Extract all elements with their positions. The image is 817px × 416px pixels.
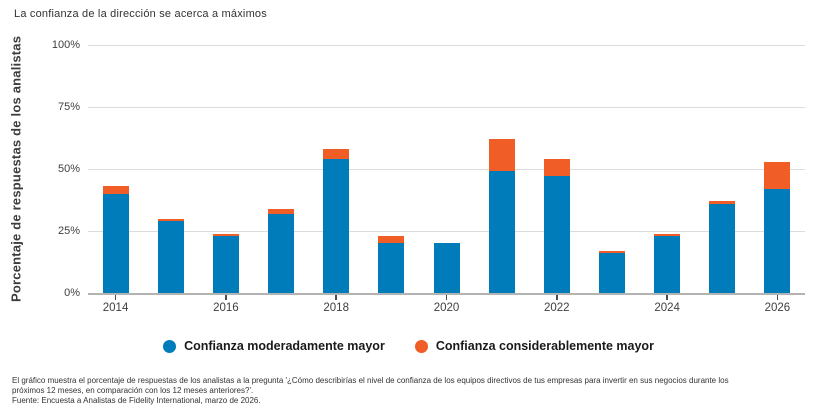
x-tick-label-2020: 2020 bbox=[433, 302, 460, 314]
x-tick-label-2016: 2016 bbox=[213, 302, 239, 314]
x-tick-2016 bbox=[225, 295, 227, 300]
x-tick-label-2022: 2022 bbox=[544, 302, 570, 314]
y-tick-label-100: 100% bbox=[51, 39, 80, 51]
x-tick-2014 bbox=[115, 295, 117, 300]
legend-dot-considerable-icon bbox=[415, 340, 428, 353]
y-tick-label-0: 0% bbox=[64, 287, 80, 299]
bar-moderate-2024 bbox=[654, 236, 680, 293]
footnote-line-1: El gráfico muestra el porcentaje de respuestas de los analistas a la pregunta '¿Cómo describirías el nivel de confianza de los equipos directivos de tus empresas para invertir en sus negocios durante los bbox=[12, 376, 729, 385]
bar-moderate-2018 bbox=[323, 159, 349, 293]
gridline-75 bbox=[88, 107, 805, 108]
chart-footnote bbox=[12, 376, 811, 405]
bar-moderate-2022 bbox=[544, 176, 570, 293]
bar-moderate-2026 bbox=[764, 189, 790, 293]
bar-moderate-2015 bbox=[158, 221, 184, 293]
bar-considerable-2026 bbox=[764, 162, 790, 189]
footnote-line-2: próximos 12 meses, en comparación con los 12 meses anteriores?'. bbox=[12, 385, 254, 395]
x-tick-2018 bbox=[335, 295, 337, 300]
chart-legend bbox=[0, 336, 817, 356]
bar-moderate-2017 bbox=[268, 214, 294, 293]
bar-moderate-2021 bbox=[489, 171, 515, 293]
gridline-25 bbox=[88, 231, 805, 232]
legend-label-moderate: Confianza moderadamente mayor bbox=[184, 339, 385, 353]
x-tick-label-2024: 2024 bbox=[654, 302, 680, 314]
bar-moderate-2016 bbox=[213, 236, 239, 293]
y-tick-label-25: 25% bbox=[57, 225, 80, 237]
y-tick-label-50: 50% bbox=[57, 163, 80, 175]
bar-moderate-2025 bbox=[709, 204, 735, 293]
plot-area bbox=[51, 39, 805, 314]
chart-title: La confianza de la dirección se acerca a máximos bbox=[14, 8, 267, 20]
x-tick-label-2018: 2018 bbox=[323, 302, 349, 314]
bar-considerable-2024 bbox=[654, 234, 680, 236]
legend-item-moderate bbox=[163, 339, 385, 353]
bar-considerable-2019 bbox=[378, 236, 404, 243]
legend-label-considerable: Confianza considerablemente mayor bbox=[435, 339, 654, 353]
bar-considerable-2018 bbox=[323, 149, 349, 159]
bar-moderate-2020 bbox=[434, 243, 460, 293]
x-tick-label-2014: 2014 bbox=[102, 302, 129, 314]
legend-dot-moderate-icon bbox=[163, 340, 176, 353]
bar-considerable-2014 bbox=[103, 186, 129, 193]
y-axis-label: Porcentaje de respuestas de los analistas bbox=[8, 35, 24, 303]
bar-considerable-2025 bbox=[709, 201, 735, 203]
bar-moderate-2023 bbox=[599, 253, 625, 293]
bar-considerable-2021 bbox=[489, 139, 515, 171]
gridline-50 bbox=[88, 169, 805, 170]
gridline-100 bbox=[88, 45, 805, 46]
bar-considerable-2017 bbox=[268, 209, 294, 214]
legend-item-considerable bbox=[415, 339, 654, 353]
x-tick-2020 bbox=[446, 295, 448, 300]
x-tick-2022 bbox=[556, 295, 558, 300]
bar-considerable-2016 bbox=[213, 234, 239, 236]
y-tick-label-75: 75% bbox=[57, 101, 80, 113]
footnote-line-3: Fuente: Encuesta a Analistas de Fidelity International, marzo de 2026. bbox=[12, 395, 261, 405]
x-tick-2024 bbox=[666, 295, 668, 300]
bar-considerable-2015 bbox=[158, 219, 184, 221]
bar-considerable-2022 bbox=[544, 159, 570, 176]
bar-moderate-2019 bbox=[378, 243, 404, 293]
bar-moderate-2014 bbox=[103, 194, 129, 293]
x-tick-label-2026: 2026 bbox=[764, 302, 791, 314]
bar-considerable-2023 bbox=[599, 251, 625, 253]
x-tick-2026 bbox=[777, 295, 779, 300]
